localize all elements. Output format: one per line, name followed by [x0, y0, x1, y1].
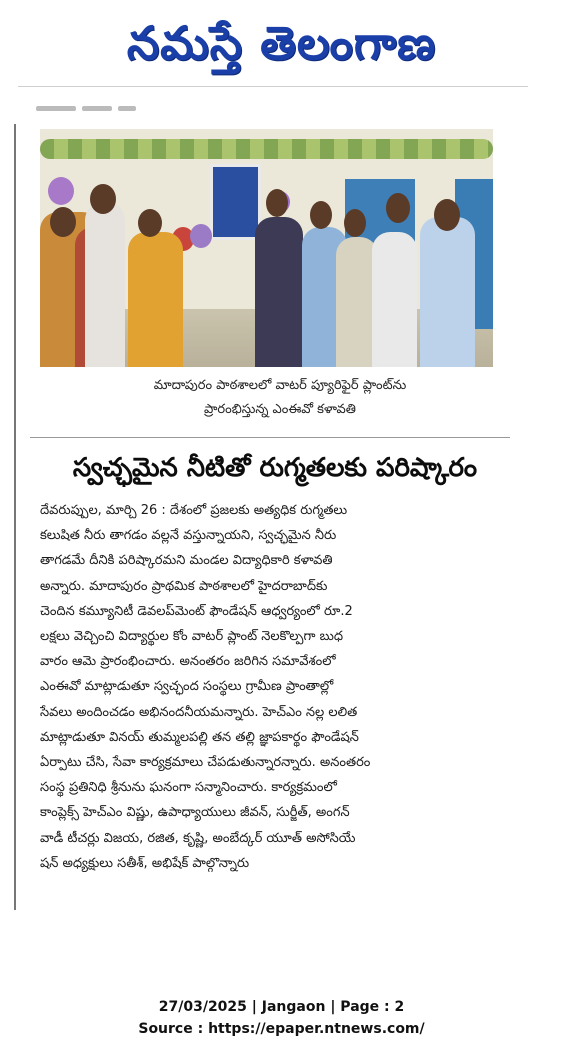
body-line: తాగడమే దీనికి పరిష్కారమని మండల విద్యాధికారి కళావతి	[40, 553, 333, 569]
photo-head	[310, 201, 332, 229]
footer-source[interactable]: Source : https://epaper.ntnews.com/	[138, 1021, 425, 1037]
body-line: వాడీ టీచర్లు విజయ, రజిత, కృష్ణి, అంబేద్కర్ యూత్ అసోసియే	[40, 830, 356, 846]
photo-garland	[40, 139, 493, 159]
photo-balloon	[48, 177, 74, 205]
photo-head	[50, 207, 76, 237]
body-line: దేవరుప్పుల, మార్చి 26 : దేశంలో ప్రజలకు అత్యధిక రుగ్మతలు	[40, 503, 348, 518]
caption-line: ప్రారంభిస్తున్న ఎంఈవో కళావతి	[204, 402, 356, 417]
body-line: చెందిన కమ్యూనిటీ డెవలప్‌మెంట్ ఫౌండేషన్ ఆధ్వర్యంలో రూ.2	[40, 603, 353, 619]
photo-head	[90, 184, 116, 214]
body-line: సేవలు అందించడం అభినందనీయమన్నారు. హెచ్‌ఎం నల్ల లలిత	[40, 704, 358, 720]
body-line: ఏర్పాటు చేసి, సేవా కార్యక్రమాలు చేపడుతున్నారన్నారు. అనంతరం	[40, 755, 371, 771]
masthead-title: నమస్తే తెలంగాణ	[126, 16, 437, 70]
body-line: ఎంఈవో మాట్లాడుతూ స్వచ్ఛంద సంస్థలు గ్రామీణ ప్రాంతాల్లో	[40, 679, 334, 695]
masthead-divider	[18, 86, 528, 87]
body-line: సంస్థ ప్రతినిధి శ్రీనును ఘనంగా సన్మానించారు. కార్యక్రమంలో	[40, 780, 337, 796]
body-line: అన్నారు. మాదాపురం ప్రాథమిక పాఠశాలలో హైదరాబాద్‌కు	[40, 578, 328, 594]
body-line: మాట్లాడుతూ వినయ్ తుమ్మలపల్లి తన తల్లి జ్ఞాపకార్థం ఫౌండేషన్	[40, 729, 359, 745]
photo-head	[386, 193, 410, 223]
photo-purifier-unit	[210, 164, 261, 240]
page-footer	[0, 996, 563, 1040]
body-line: వారం ఆమె ప్రారంభించారు. అనంతరం జరిగిన సమావేశంలో	[40, 654, 336, 670]
footer-dateline: 27/03/2025 | Jangaon | Page : 2	[158, 999, 405, 1015]
caption-line: మాదాపురం పాఠశాలలో వాటర్ ప్యూరిఫైర్ ప్లాంట్‌ను	[153, 378, 407, 393]
photo-caption	[80, 374, 480, 422]
photo-person	[372, 232, 417, 367]
photo-head	[138, 209, 162, 237]
photo-person	[255, 217, 303, 367]
article-body	[40, 498, 518, 876]
photo-head	[344, 209, 366, 237]
photo-balloon	[190, 224, 212, 248]
news-photo	[40, 129, 493, 367]
photo-person	[420, 217, 475, 367]
photo-person	[85, 202, 125, 367]
body-line: లక్షలు వెచ్చించి విద్యార్థుల కోం వాటర్ ప్లాంట్ నెలకొల్పగా బుధ	[40, 629, 343, 645]
photo-person	[128, 232, 183, 367]
column-rule	[14, 124, 16, 910]
body-line: కాంప్లెక్స్ హెచ్‌ఎం విష్ణు, ఉపాధ్యాయులు జీవన్, సుర్జీత్, అంగన్	[40, 805, 350, 821]
caption-divider	[30, 437, 510, 438]
photo-head	[266, 189, 288, 217]
body-line: షన్ అధ్యక్షులు సతీశ్, అభిషేక్ పాల్గొన్నారు	[40, 855, 250, 871]
body-line: కలుషిత నీరు తాగడం వల్లనే వస్తున్నాయని, స్వచ్ఛమైన నీరు	[40, 528, 337, 544]
article-headline: స్వచ్ఛమైన నీటితో రుగ్మతలకు పరిష్కారం	[72, 453, 478, 483]
photo-head	[434, 199, 460, 231]
dateline-smudge	[36, 96, 156, 106]
